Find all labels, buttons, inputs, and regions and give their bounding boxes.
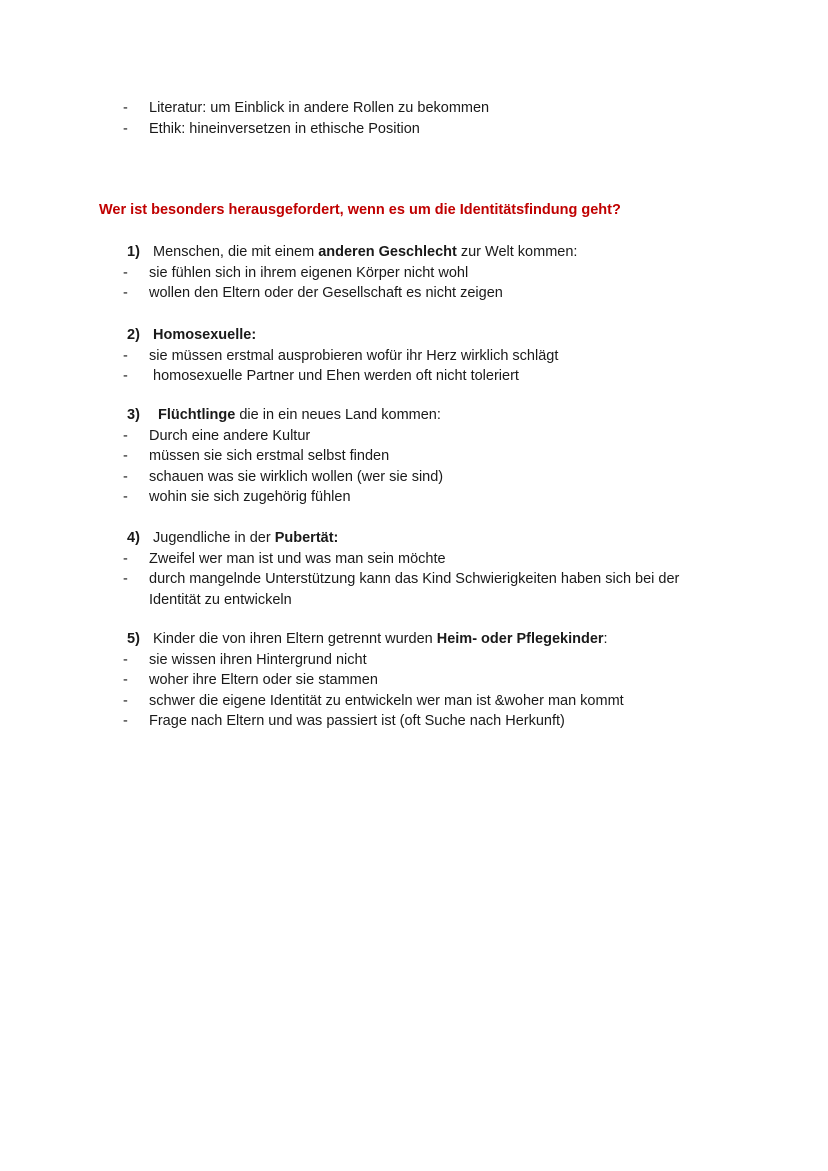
title-text: Menschen, die mit einem xyxy=(153,244,319,260)
section-1 xyxy=(0,242,729,304)
section-number: 5) xyxy=(127,631,140,647)
section-title xyxy=(0,629,729,650)
section-number: 2) xyxy=(127,327,140,343)
list-item: - Literatur: um Einblick in andere Rollen zu bekommen xyxy=(0,98,729,119)
intro-list xyxy=(0,98,729,139)
list-item: - homosexuelle Partner und Ehen werden oft nicht toleriert xyxy=(0,366,733,387)
title-text: Jugendliche in der xyxy=(153,530,275,546)
list-item: - woher ihre Eltern oder sie stammen xyxy=(0,670,729,691)
list-item: - durch mangelnde Unterstützung kann das Kind Schwierigkeiten haben sich bei der Identität zu entwickeln xyxy=(0,569,729,610)
list-item: - Frage nach Eltern und was passiert ist (oft Suche nach Herkunft) xyxy=(0,711,729,732)
section-number: 4) xyxy=(127,530,140,546)
section-number: 1) xyxy=(127,244,140,260)
section-list xyxy=(0,549,729,611)
list-item: - wollen den Eltern oder der Gesellschaft es nicht zeigen xyxy=(0,283,729,304)
title-bold: anderen Geschlecht xyxy=(318,244,457,260)
title-bold: Heim- oder Pflegekinder xyxy=(436,631,604,647)
title-text-after: zur Welt kommen: xyxy=(456,244,578,260)
list-item: - müssen sie sich erstmal selbst finden xyxy=(0,446,729,467)
title-bold: Pubertät: xyxy=(274,530,339,546)
list-item: - wohin sie sich zugehörig fühlen xyxy=(0,487,729,508)
section-title xyxy=(0,528,729,549)
list-item: - schwer die eigene Identität zu entwickeln wer man ist &woher man kommt xyxy=(0,691,729,712)
section-list xyxy=(0,650,729,732)
list-item: - Durch eine andere Kultur xyxy=(0,426,729,447)
list-item: - sie wissen ihren Hintergrund nicht xyxy=(0,650,729,671)
list-item: - Zweifel wer man ist und was man sein möchte xyxy=(0,549,729,570)
section-heading: Wer ist besonders herausgefordert, wenn es um die Identitätsfindung geht? xyxy=(99,202,621,218)
title-bold: Flüchtlinge xyxy=(158,407,236,423)
section-title xyxy=(0,242,729,263)
section-title xyxy=(0,405,729,426)
section-title xyxy=(0,325,733,346)
section-4 xyxy=(0,528,729,610)
title-bold: Homosexuelle: xyxy=(153,327,257,343)
section-list xyxy=(0,263,729,304)
title-text: Kinder die von ihren Eltern getrennt wurden xyxy=(153,631,437,647)
list-item: - sie fühlen sich in ihrem eigenen Körper nicht wohl xyxy=(0,263,729,284)
section-list xyxy=(0,346,733,387)
section-number: 3) xyxy=(127,407,140,423)
list-item: - Ethik: hineinversetzen in ethische Position xyxy=(0,119,729,140)
title-text-after: die in ein neues Land kommen: xyxy=(235,407,441,423)
section-5 xyxy=(0,629,729,732)
list-item: - schauen was sie wirklich wollen (wer sie sind) xyxy=(0,467,729,488)
section-3 xyxy=(0,405,729,508)
list-item: - sie müssen erstmal ausprobieren wofür ihr Herz wirklich schlägt xyxy=(0,346,729,367)
section-list xyxy=(0,426,729,508)
section-2 xyxy=(0,325,733,387)
title-text-after: : xyxy=(603,631,608,647)
